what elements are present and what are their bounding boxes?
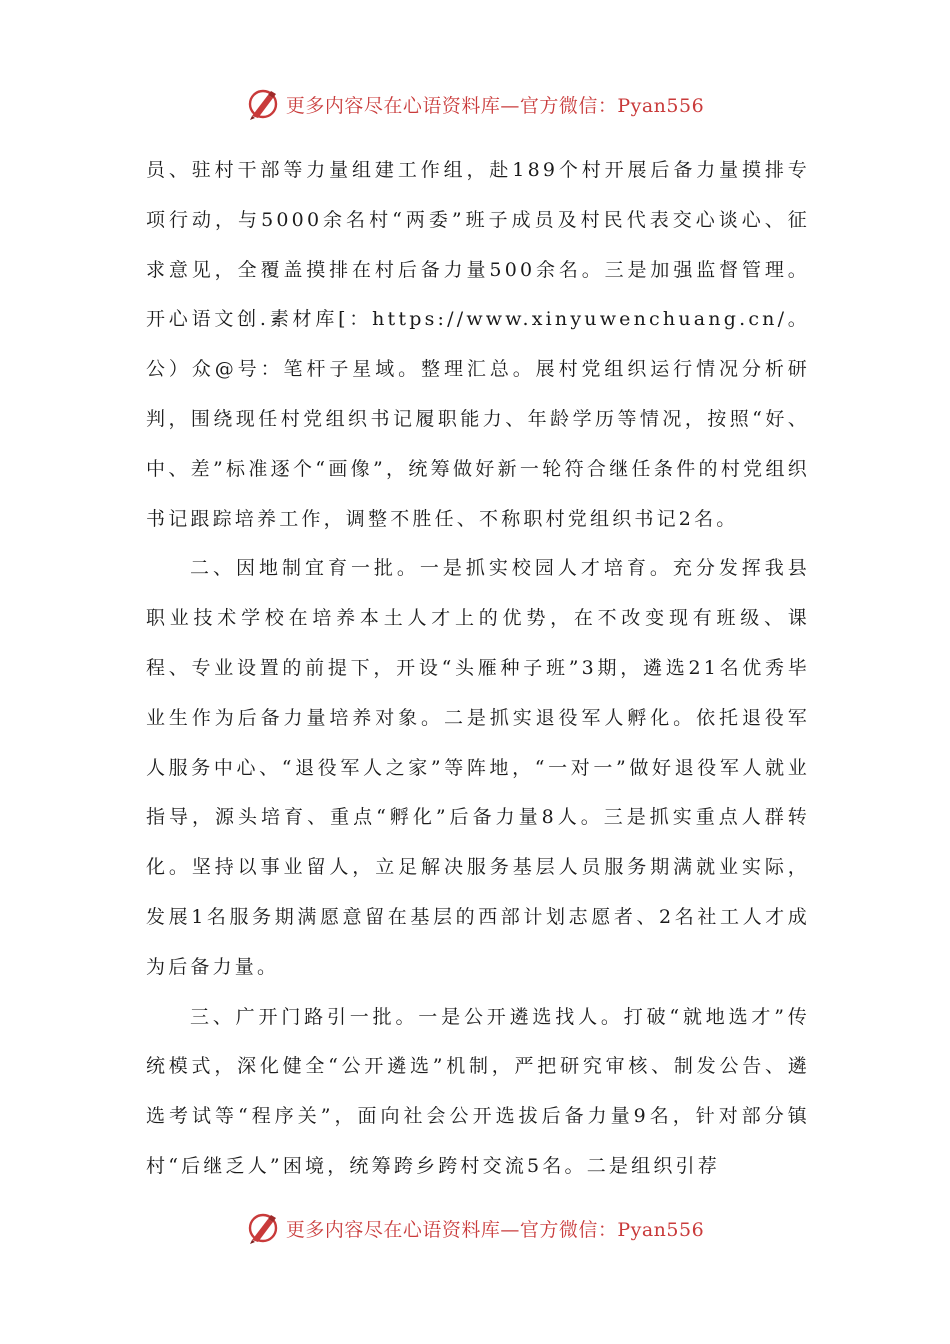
header-banner — [0, 84, 950, 124]
document-body — [146, 146, 810, 1192]
footer-banner — [0, 1208, 950, 1248]
pen-logo-icon — [246, 87, 280, 121]
banner-text: 更多内容尽在心语资料库—官方微信：Pyan556 — [285, 94, 705, 117]
paragraph-1: 员、驻村干部等力量组建工作组，赴189个村开展后备力量摸排专项行动，与5000余名村“两委”班子成员及村民代表交心谈心、征求意见，全覆盖摸排在村后备力量500余名。三是加强监督管理。开心语文创.素材库[：https://www.xinyuwenchuang.cn/。公）众@号：笔杆子星域。整理汇总。展村党组织运行情况分析研判，围绕现任村党组织书记履职能力、年龄学历等情况，按照“好、中、差”标准逐个“画像”，统筹做好新一轮符合继任条件的村党组织书记跟踪培养工作，调整不胜任、不称职村党组织书记2名。 — [146, 159, 810, 530]
paragraph-2: 二、因地制宜育一批。一是抓实校园人才培育。充分发挥我县职业技术学校在培养本土人才上的优势，在不改变现有班级、课程、专业设置的前提下，开设“头雁种子班”3期，遴选21名优秀毕业生作为后备力量培养对象。二是抓实退役军人孵化。依托退役军人服务中心、“退役军人之家”等阵地，“一对一”做好退役军人就业指导，源头培育、重点“孵化”后备力量8人。三是抓实重点人群转化。坚持以事业留人，立足解决服务基层人员服务期满就业实际，发展1名服务期满愿意留在基层的西部计划志愿者、2名社工人才成为后备力量。 — [146, 557, 810, 978]
banner-text: 更多内容尽在心语资料库—官方微信：Pyan556 — [285, 1218, 705, 1241]
pen-logo-icon — [246, 1211, 280, 1245]
paragraph-3: 三、广开门路引一批。一是公开遴选找人。打破“就地选才”传统模式，深化健全“公开遴选”机制，严把研究审核、制发公告、遴选考试等“程序关”，面向社会公开选拔后备力量9名，针对部分镇村“后继乏人”困境，统筹跨乡跨村交流5名。二是组织引荐 — [146, 1005, 810, 1177]
